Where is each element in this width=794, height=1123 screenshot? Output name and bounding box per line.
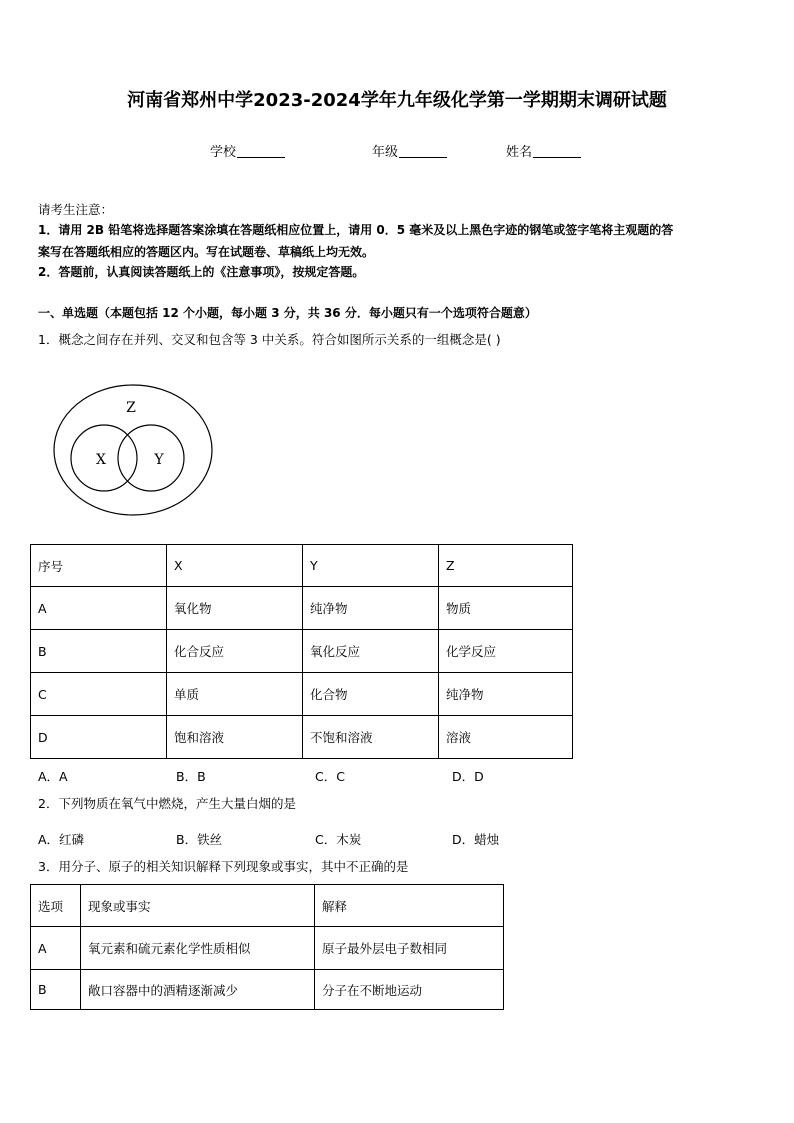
q3-table bbox=[30, 884, 504, 1010]
name-blank bbox=[533, 143, 581, 158]
table-row bbox=[31, 673, 573, 716]
table-header-cell: 解释 bbox=[315, 885, 504, 927]
grade-field bbox=[372, 141, 447, 160]
table-header-cell: X bbox=[167, 545, 303, 587]
table-cell: 单质 bbox=[167, 673, 303, 716]
grade-blank bbox=[399, 143, 447, 158]
table-cell: 饱和溶液 bbox=[167, 716, 303, 759]
q1-option-b[interactable]: B．B bbox=[176, 769, 206, 784]
table-header-row bbox=[31, 885, 504, 927]
table-row bbox=[31, 630, 573, 673]
table-header-cell: Y bbox=[303, 545, 439, 587]
q1-option-c[interactable]: C．C bbox=[315, 769, 345, 784]
table-row bbox=[31, 927, 504, 970]
table-cell: A bbox=[31, 587, 167, 630]
table-cell: 物质 bbox=[439, 587, 573, 630]
grade-label: 年级 bbox=[372, 145, 399, 160]
table-cell: 分子在不断地运动 bbox=[315, 970, 504, 1010]
notice-line-1a: 1．请用 2B 铅笔将选择题答案涂填在答题纸相应位置上，请用 0．5 毫米及以上黑色字迹的钢笔或签字笔将主观题的答 bbox=[38, 223, 674, 237]
q1-option-a[interactable]: A．A bbox=[38, 769, 68, 784]
table-cell: C bbox=[31, 673, 167, 716]
table-cell: B bbox=[31, 630, 167, 673]
table-cell: 氧化物 bbox=[167, 587, 303, 630]
q2-stem: 2．下列物质在氧气中燃烧，产生大量白烟的是 bbox=[38, 796, 296, 811]
q1-table bbox=[30, 544, 573, 759]
table-cell: D bbox=[31, 716, 167, 759]
q1-option-d[interactable]: D．D bbox=[452, 769, 484, 784]
venn-label-x: X bbox=[96, 452, 106, 468]
table-cell: 化合物 bbox=[303, 673, 439, 716]
table-row bbox=[31, 587, 573, 630]
venn-label-z: Z bbox=[126, 400, 136, 416]
table-header-row bbox=[31, 545, 573, 587]
table-cell: 溶液 bbox=[439, 716, 573, 759]
notice-line-1b: 案写在答题纸相应的答题区内。写在试题卷、草稿纸上均无效。 bbox=[38, 245, 375, 259]
table-cell: 原子最外层电子数相同 bbox=[315, 927, 504, 970]
table-cell: A bbox=[31, 927, 81, 970]
venn-label-y: Y bbox=[154, 452, 164, 468]
table-cell: 不饱和溶液 bbox=[303, 716, 439, 759]
table-cell: 氧化反应 bbox=[303, 630, 439, 673]
table-cell: 氧元素和硫元素化学性质相似 bbox=[81, 927, 315, 970]
table-row bbox=[31, 716, 573, 759]
table-cell: 化学反应 bbox=[439, 630, 573, 673]
table-cell: 纯净物 bbox=[303, 587, 439, 630]
school-blank bbox=[237, 143, 285, 158]
notice-line-2: 2．答题前，认真阅读答题纸上的《注意事项》，按规定答题。 bbox=[38, 265, 365, 279]
table-cell: B bbox=[31, 970, 81, 1010]
table-cell: 敞口容器中的酒精逐渐减少 bbox=[81, 970, 315, 1010]
table-cell: 化合反应 bbox=[167, 630, 303, 673]
school-label: 学校 bbox=[210, 145, 237, 160]
table-header-cell: 选项 bbox=[31, 885, 81, 927]
q1-stem: 1．概念之间存在并列、交叉和包含等 3 中关系。符合如图所示关系的一组概念是( ) bbox=[38, 332, 501, 347]
q3-stem: 3．用分子、原子的相关知识解释下列现象或事实，其中不正确的是 bbox=[38, 859, 409, 874]
venn-diagram bbox=[50, 382, 220, 518]
venn-right-circle bbox=[118, 425, 184, 491]
table-header-cell: Z bbox=[439, 545, 573, 587]
q2-option-c[interactable]: C．木炭 bbox=[315, 832, 362, 847]
table-cell: 纯净物 bbox=[439, 673, 573, 716]
name-label: 姓名 bbox=[506, 145, 533, 160]
q2-option-b[interactable]: B．铁丝 bbox=[176, 832, 223, 847]
notice-heading: 请考生注意： bbox=[38, 202, 114, 217]
table-row bbox=[31, 970, 504, 1010]
name-field bbox=[506, 141, 581, 160]
q2-option-a[interactable]: A．红磷 bbox=[38, 832, 85, 847]
page-title: 河南省郑州中学2023-2024学年九年级化学第一学期期末调研试题 bbox=[127, 90, 667, 111]
section-heading: 一、单选题（本题包括 12 个小题，每小题 3 分，共 36 分．每小题只有一个选项符合题意） bbox=[38, 306, 537, 320]
school-field bbox=[210, 141, 285, 160]
table-header-cell: 序号 bbox=[31, 545, 167, 587]
q2-option-d[interactable]: D．蜡烛 bbox=[452, 832, 500, 847]
table-header-cell: 现象或事实 bbox=[81, 885, 315, 927]
